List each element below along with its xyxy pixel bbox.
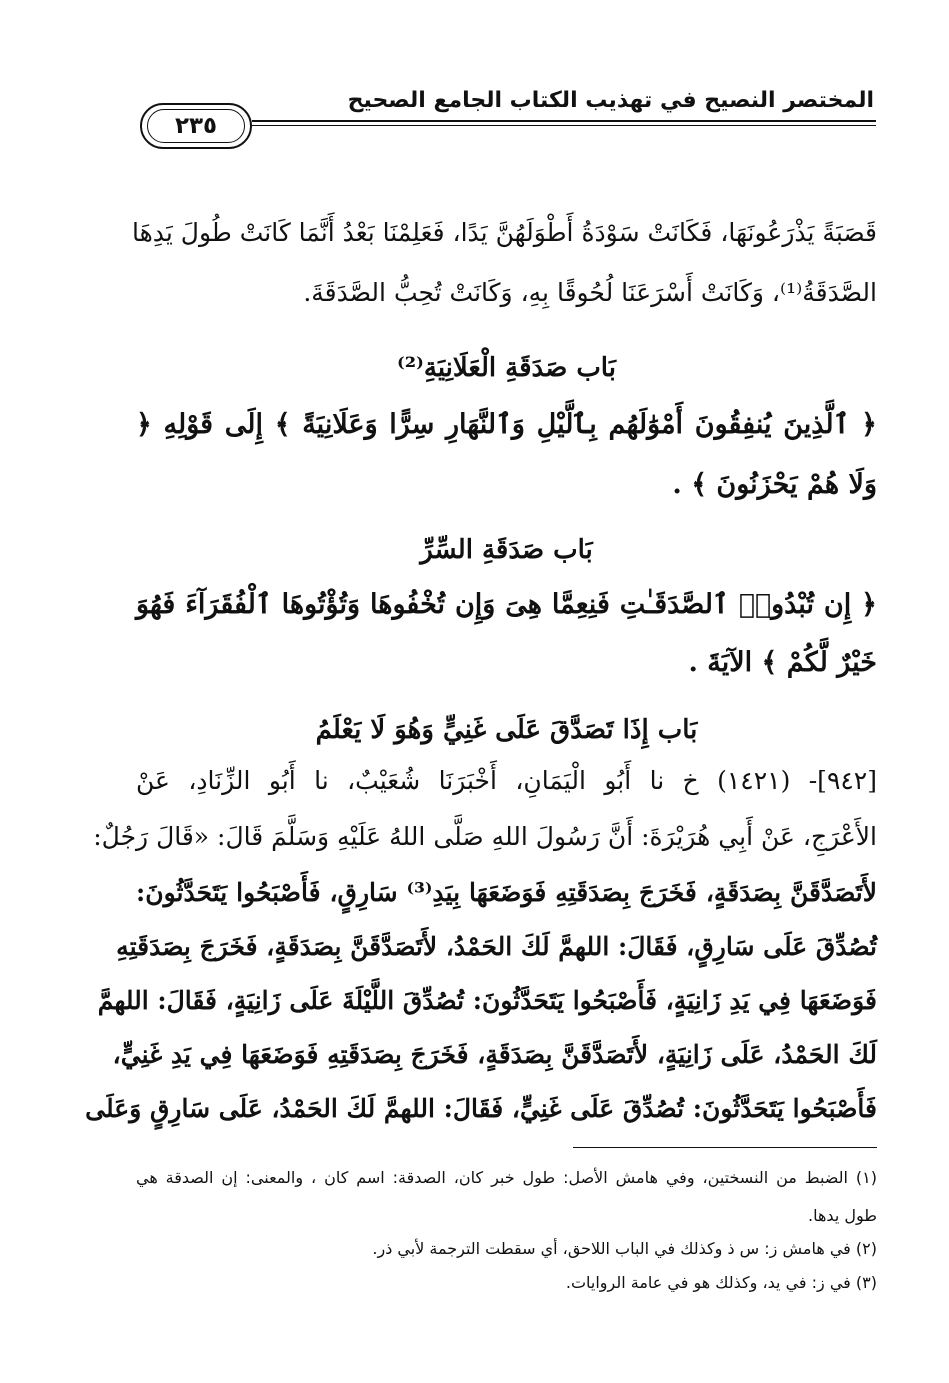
quran-verse: ﴿ ٱلَّذِينَ يُنفِقُونَ أَمْوَٰلَهُم بِٱلَّيْلِ وَٱلنَّهَارِ سِرًّا وَعَلَانِيَةً ﴾ إِلَى قَوْلِهِ ﴿: [136, 409, 877, 440]
hadith-line: تُصُدِّقَ عَلَى سَارِقٍ، فَقَالَ: اللهمَّ لَكَ الحَمْدُ، لأَتَصَدَّقَنَّ بِصَدَقَةٍ، فَخَرَجَ بِصَدَقَتِهِ: [116, 932, 877, 961]
footnote-separator: [573, 1147, 877, 1148]
quran-verse: وَلَا هُمْ يَحْزَنُونَ ﴾ .: [672, 469, 877, 500]
footnote: (٢) في هامش ز: س ذ وكذلك في الباب اللاحق، أي سقطت الترجمة لأبي ذر.: [372, 1239, 877, 1258]
running-title: المختصر النصيح في تهذيب الكتاب الجامع الصحيح: [347, 88, 874, 113]
quran-verse: ﴿ إِن تُبْدُوا۟ ٱلصَّدَقَـٰتِ فَنِعِمَّا هِىَ وَإِن تُخْفُوهَا وَتُؤْتُوهَا ٱلْفُقَرَآءَ فَهُوَ: [136, 589, 877, 620]
chapter-heading: بَاب صَدَقَةِ السِّرِّ: [420, 535, 593, 565]
footnote: (٣) في ز: في يد، وكذلك هو في عامة الروايات.: [565, 1273, 877, 1292]
footnote: (١) الضبط من النسختين، وفي هامش الأصل: طول خبر كان، الصدقة: اسم كان ، والمعنى: إن الصدقة هي: [136, 1168, 877, 1187]
hadith-line: لَكَ الحَمْدُ، عَلَى زَانِيَةٍ، لأَتَصَدَّقَنَّ بِصَدَقَةٍ، فَخَرَجَ بِصَدَقَتِهِ فَوَضَعَهَا فِي يَدِ غَنِيٍّ،: [112, 1040, 877, 1069]
hadith-line: فَأَصْبَحُوا يَتَحَدَّثُونَ: تُصُدِّقَ عَلَى غَنِيٍّ، فَقَالَ: اللهمَّ لَكَ الحَمْدُ، عَلَى سَارِقٍ وَعَلَى: [85, 1094, 877, 1123]
chapter-heading: بَاب صَدَقَةِ الْعَلَانِيَةِ⁽²⁾: [397, 353, 616, 383]
hadith-line: [٩٤٢]- (١٤٢١) خ نا أَبُو الْيَمَانِ، أَخْبَرَنَا شُعَيْبٌ، نا أَبُو الزِّنَادِ، عَنْ: [136, 766, 877, 795]
body-line: قَصَبَةً يَذْرَعُونَهَا، فَكَانَتْ سَوْدَةُ أَطْوَلَهُنَّ يَدًا، فَعَلِمْنَا بَعْدُ أَنَّمَا كَانَتْ طُولَ يَدِهَا: [131, 218, 877, 247]
footnote: طول يدها.: [808, 1206, 877, 1225]
chapter-heading: بَاب إِذَا تَصَدَّقَ عَلَى غَنِيٍّ وَهُوَ لَا يَعْلَمُ: [315, 715, 698, 745]
quran-verse: خَيْرٌ لَّكُمْ ﴾ الآيَةَ .: [688, 647, 877, 678]
page-number: ٢٣٥: [140, 103, 252, 149]
hadith-line: الأَعْرَجِ، عَنْ أَبِي هُرَيْرَةَ: أَنَّ رَسُولَ اللهِ صَلَّى اللهُ عَلَيْهِ وَسَلَّمَ قَالَ: «قَالَ رَجُلٌ:: [93, 822, 877, 851]
body-line: الصَّدَقَةُ⁽¹⁾، وَكَانَتْ أَسْرَعَنَا لُحُوقًا بِهِ، وَكَانَتْ تُحِبُّ الصَّدَقَةَ.: [303, 278, 877, 307]
header-rule: [252, 120, 876, 126]
hadith-line: لأَتَصَدَّقَنَّ بِصَدَقَةٍ، فَخَرَجَ بِصَدَقَتِهِ فَوَضَعَهَا بِيَدِ⁽³⁾ سَارِقٍ، فَأَصْبَحُوا يَتَحَدَّثُونَ:: [136, 878, 877, 907]
hadith-line: فَوَضَعَهَا فِي يَدِ زَانِيَةٍ، فَأَصْبَحُوا يَتَحَدَّثُونَ: تُصُدِّقَ اللَّيْلَةَ عَلَى زَانِيَةٍ، فَقَالَ: اللهمَّ: [97, 986, 877, 1015]
